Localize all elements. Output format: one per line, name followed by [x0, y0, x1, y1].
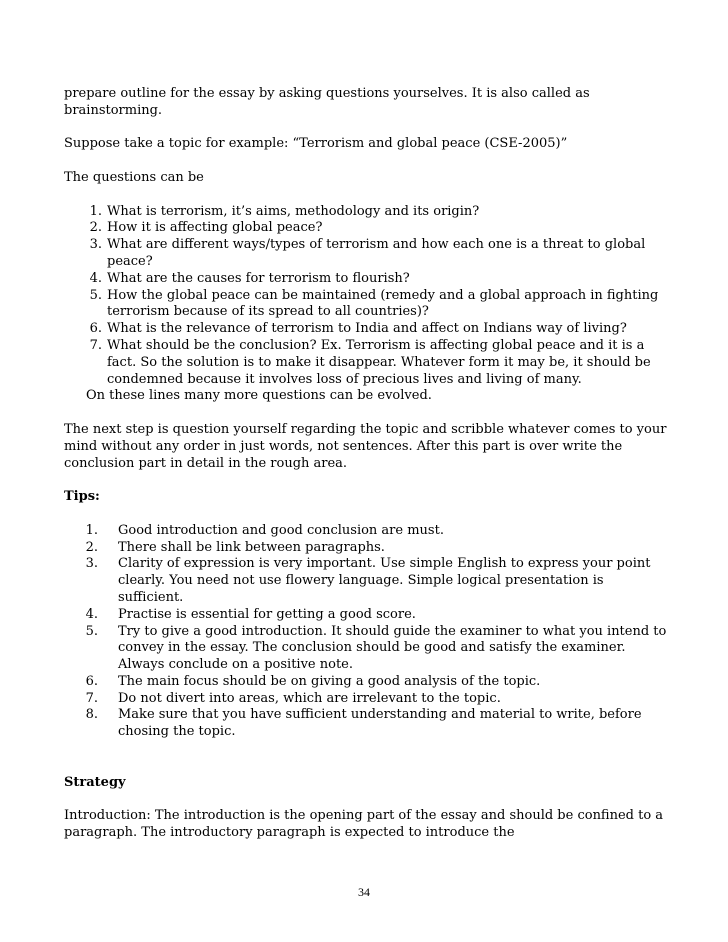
next-step-paragraph: The next step is question yourself regarding the topic and scribble whatever comes to your mind without any order in just words, not sentences. After this part is over write the conclusion part in detail in the rough area. [64, 421, 667, 471]
list-item [64, 321, 669, 338]
list-item [64, 691, 669, 708]
list-number: 2 . [82, 540, 98, 557]
list-item [64, 607, 669, 624]
topic-example: Suppose take a topic for example: “Terrorism and global peace (CSE-2005)” [64, 136, 568, 152]
list-item [64, 674, 669, 691]
list-text: Try to give a good introduction. It should guide the examiner to what you intend to convey in the essay. The conclusion should be good and satisfy the examiner. Always conclude on a positive note. [118, 623, 667, 673]
list-text: What is the relevance of terrorism to India and affect on Indians way of living? [107, 321, 627, 337]
list-item [64, 624, 669, 674]
list-text: What should be the conclusion? Ex. Terrorism is affecting global peace and it is a fact. So the solution is to make it disappear. Whatever form it may be, it should be condemned because it involves loss of precious lives and living of many. [107, 337, 651, 387]
list-text: The main focus should be on giving a good analysis of the topic. [118, 673, 541, 689]
list-number: 3 . [84, 237, 102, 254]
list-text: Do not divert into areas, which are irrelevant to the topic. [118, 690, 501, 706]
list-number: 4 . [82, 607, 98, 624]
list-text: Make sure that you have sufficient understanding and material to write, before chosing the topic. [118, 707, 642, 740]
list-text: Practise is essential for getting a good score. [118, 606, 416, 622]
list-text: What are the causes for terrorism to flourish? [107, 270, 410, 286]
list-number: 8 . [82, 707, 98, 724]
list-item [64, 540, 669, 557]
list-number: 5 . [82, 624, 98, 641]
list-item [64, 556, 669, 606]
list-number: 1 . [84, 204, 102, 221]
list-number: 7 . [82, 691, 98, 708]
list-item [64, 204, 669, 221]
list-number: 5 . [84, 288, 102, 305]
list-text: Good introduction and good conclusion are must. [118, 522, 444, 538]
list-item [64, 523, 669, 540]
list-item [64, 338, 669, 388]
tips-heading: Tips: [64, 489, 100, 505]
list-number: 7 . [84, 338, 102, 355]
list-item [64, 707, 669, 741]
list-text: How the global peace can be maintained (remedy and a global approach in fighting terrorism because of its spread to all countries)? [107, 287, 659, 320]
list-text: Clarity of expression is very important. Use simple English to express your point clearly. You need not use flowery language. Simple logical presentation is sufficient. [118, 556, 651, 605]
list-number: 1 . [82, 523, 98, 540]
list-item [64, 237, 669, 271]
list-item [64, 220, 669, 237]
list-number: 3 . [82, 556, 98, 573]
list-text: There shall be link between paragraphs. [118, 539, 385, 555]
questions-intro: The questions can be [64, 169, 204, 185]
list-text: How it is affecting global peace? [107, 220, 323, 236]
page-number: 34 [358, 885, 370, 899]
questions-note: On these lines many more questions can be evolved. [86, 388, 432, 404]
questions-list [64, 204, 669, 389]
tips-list [64, 523, 669, 741]
document-page [64, 86, 669, 842]
list-item [64, 288, 669, 322]
list-number: 6 . [84, 321, 102, 338]
list-item [64, 271, 669, 288]
strategy-heading: Strategy [64, 774, 126, 790]
list-number: 6 . [82, 674, 98, 691]
intro-paragraph: prepare outline for the essay by asking questions yourselves. It is also called as brainstorming. [64, 86, 590, 118]
list-number: 4 . [84, 271, 102, 288]
list-text: What is terrorism, it’s aims, methodology and its origin? [107, 203, 480, 219]
list-text: What are different ways/types of terrorism and how each one is a threat to global peace? [107, 237, 646, 269]
list-number: 2 . [84, 220, 102, 237]
strategy-paragraph: Introduction: The introduction is the opening part of the essay and should be confined to a paragraph. The introductory paragraph is expected to introduce the [64, 808, 664, 841]
